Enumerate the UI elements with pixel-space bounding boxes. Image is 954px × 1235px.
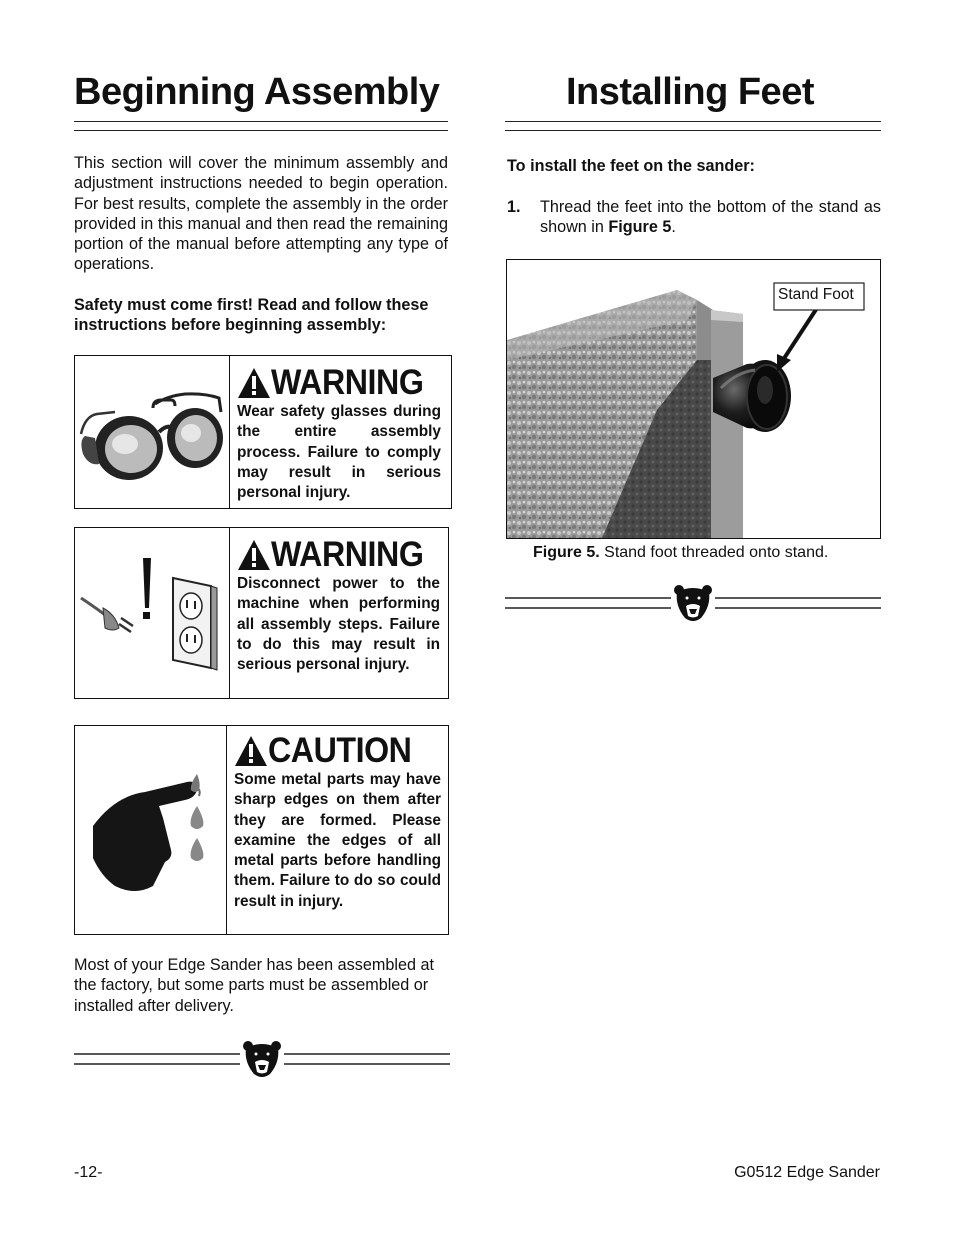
bear-logo-icon xyxy=(243,1041,281,1077)
title-rule-bottom xyxy=(505,130,881,131)
closing-paragraph: Most of your Edge Sander has been assembled at the factory, but some parts must be assembled or installed after delivery. xyxy=(74,956,434,1015)
title-rule-bottom xyxy=(74,130,448,131)
safety-glasses-icon xyxy=(75,356,230,508)
bear-logo-icon xyxy=(674,585,712,621)
figure-5-photo xyxy=(506,259,881,539)
warning-box-safety-glasses xyxy=(74,355,452,509)
power-plug-outlet-icon xyxy=(75,528,230,698)
alert-triangle-icon xyxy=(237,367,271,399)
section-end-divider xyxy=(505,584,881,624)
signal-word: WARNING xyxy=(271,535,424,574)
section-title-installing-feet: Installing Feet xyxy=(566,71,814,113)
warning-box-disconnect-power xyxy=(74,527,449,699)
caution-header xyxy=(234,732,441,770)
figure-caption-text: Stand foot threaded onto stand. xyxy=(604,544,829,561)
product-name: G0512 Edge Sander xyxy=(734,1164,880,1181)
step-instruction: Thread the feet into the bottom of the stand as shown in xyxy=(540,198,881,237)
title-rule-top xyxy=(74,121,448,122)
step-number: 1. xyxy=(507,198,521,216)
figure-label: Figure 5. xyxy=(533,544,600,561)
warning-message: Disconnect power to the machine when performing all assembly steps. Failure to do this may result in serious personal injury. xyxy=(237,575,440,674)
figure-reference: Figure 5 xyxy=(608,218,672,237)
stand-foot-callout: Stand Foot xyxy=(778,286,854,303)
signal-word: WARNING xyxy=(271,363,424,402)
figure-5-caption xyxy=(533,543,828,563)
bleeding-finger-icon xyxy=(75,726,227,934)
title-rule-top xyxy=(505,121,881,122)
page-number: -12- xyxy=(74,1164,103,1181)
step-period: . xyxy=(671,218,676,237)
warning-header xyxy=(237,536,440,574)
warning-header xyxy=(237,364,441,402)
signal-word: CAUTION xyxy=(268,731,412,770)
step-text xyxy=(540,197,881,238)
section-end-divider xyxy=(74,1040,450,1080)
section-title-beginning-assembly: Beginning Assembly xyxy=(74,71,440,113)
intro-paragraph: This section will cover the minimum assembly and adjustment instructions needed to begin operation. For best results, complete the assembly in the order provided in this manual and then read the remaining portion of the manual before attempting any type of operations. xyxy=(74,154,448,274)
install-subhead: To install the feet on the sander: xyxy=(507,157,755,175)
warning-message: Wear safety glasses during the entire assembly process. Failure to comply may result in serious personal injury. xyxy=(237,403,441,502)
safety-note: Safety must come first! Read and follow these instructions before beginning assembly: xyxy=(74,296,429,335)
caution-box-sharp-edges xyxy=(74,725,449,935)
caution-message: Some metal parts may have sharp edges on them after they are formed. Please examine the edges of all metal parts before handling them. Failure to do so could result in injury. xyxy=(234,771,441,910)
alert-triangle-icon xyxy=(234,735,268,767)
alert-triangle-icon xyxy=(237,539,271,571)
